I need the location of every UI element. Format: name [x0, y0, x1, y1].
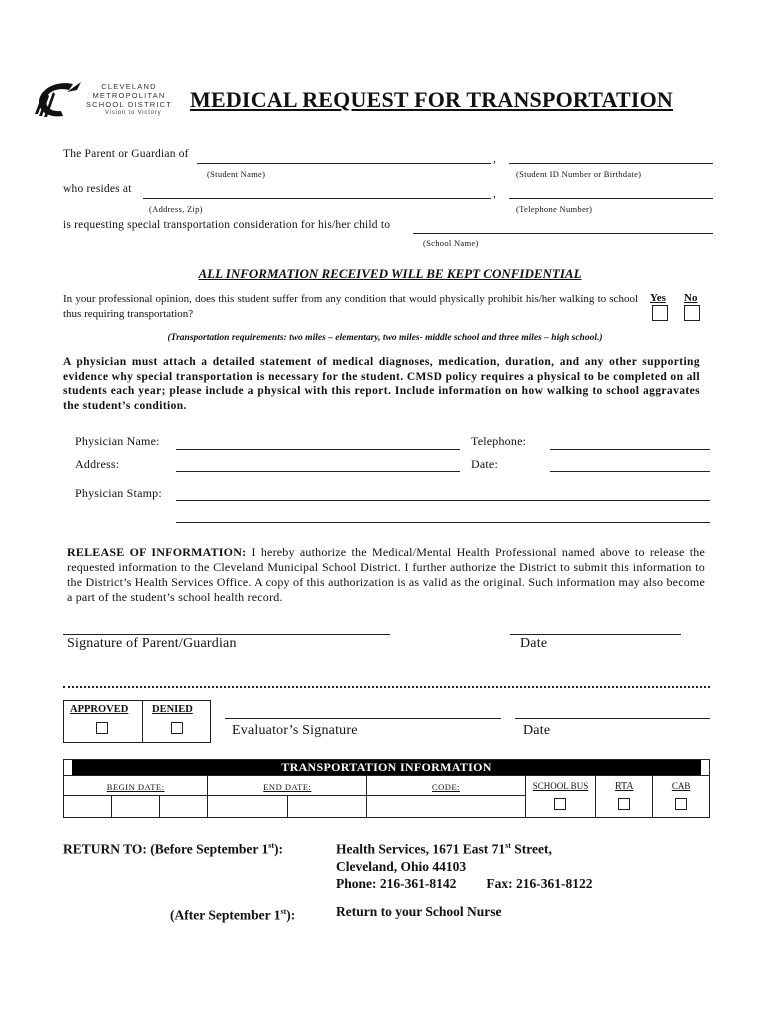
begin-date-day-cell[interactable] — [111, 796, 159, 818]
logo-tagline: Vision to Victory — [105, 110, 162, 116]
evaluator-date-field[interactable] — [515, 718, 710, 719]
transportation-table — [63, 759, 710, 818]
cab-checkbox[interactable] — [675, 798, 687, 810]
denied-checkbox[interactable] — [171, 722, 183, 734]
return-address — [336, 837, 592, 892]
yes-checkbox[interactable] — [652, 305, 668, 321]
comma-2: , — [493, 188, 497, 200]
end-date-label: END DATE: — [263, 781, 312, 792]
dotted-divider — [63, 686, 710, 688]
address-caption: (Address, Zip) — [149, 204, 203, 214]
physician-telephone-field[interactable] — [550, 449, 710, 450]
physician-telephone-label: Telephone: — [471, 434, 527, 448]
return-before-label: RETURN TO: (Before September 1st): — [63, 841, 284, 857]
approved-label: APPROVED — [70, 704, 129, 715]
cab-label: CAB — [671, 781, 691, 791]
logo-line-1: CLEVELAND — [101, 82, 157, 91]
physician-stamp-field-2[interactable] — [176, 522, 710, 523]
evaluator-date-label: Date — [523, 723, 551, 738]
district-logo — [33, 78, 178, 120]
physician-name-label: Physician Name: — [75, 434, 160, 448]
resides-label: who resides at — [63, 183, 132, 195]
rta-checkbox[interactable] — [618, 798, 630, 810]
parent-signature-field[interactable] — [63, 634, 390, 635]
return-contact — [336, 875, 592, 892]
student-name-field[interactable] — [197, 163, 491, 164]
release-of-information — [67, 545, 705, 605]
medical-question: In your professional opinion, does this student suffer from any condition that would physically prohibit his/her walking to school thus requiring transportation? — [63, 293, 638, 320]
confidential-notice: ALL INFORMATION RECEIVED WILL BE KEPT CONFIDENTIAL — [198, 266, 582, 281]
code-label: CODE: — [432, 781, 460, 792]
telephone-caption: (Telephone Number) — [516, 204, 593, 214]
school-bus-checkbox[interactable] — [554, 798, 566, 810]
student-name-caption: (Student Name) — [207, 169, 266, 179]
return-address-line-1: Health Services, 1671 East 71st Street, — [336, 841, 552, 857]
transportation-header: TRANSPORTATION INFORMATION — [72, 760, 701, 775]
approved-checkbox[interactable] — [96, 722, 108, 734]
end-date-cell-1[interactable] — [208, 796, 288, 818]
student-id-field[interactable] — [509, 163, 713, 164]
school-name-caption: (School Name) — [423, 238, 479, 248]
return-phone: Phone: 216-361-8142 — [336, 875, 457, 891]
begin-date-month-cell[interactable] — [64, 796, 112, 818]
begin-date-year-cell[interactable] — [159, 796, 208, 818]
transportation-requirements: (Transportation requirements: two miles – elementary, two miles- middle school and three miles – high school.) — [167, 333, 603, 343]
physician-note: A physician must attach a detailed statement of medical diagnoses, medication, duration, and any other supporting evidence why special transportation is necessary for the student. CMSD policy requires a physical to be completed on all students each year; please include a physical with this report. Include information on how walking to school aggravates the student’s condition. — [63, 356, 700, 412]
release-text: I hereby authorize the Medical/Mental Health Professional named above to release the requested information to the Cleveland Municipal School District. I further authorize the District to submit this information to the District’s Health Services Office. A copy of this authorization is as valid as the original. Such information may also become a part of the student’s school health record. — [67, 545, 705, 604]
guardian-label: The Parent or Guardian of — [63, 148, 189, 160]
requesting-label: is requesting special transportation consideration for his/her child to — [63, 219, 391, 231]
denied-label: DENIED — [152, 704, 193, 715]
physician-stamp-field-1[interactable] — [176, 500, 710, 501]
return-after-value: Return to your School Nurse — [336, 904, 502, 919]
no-label: No — [684, 292, 698, 304]
physician-address-field[interactable] — [176, 471, 460, 472]
rta-label: RTA — [614, 781, 634, 792]
end-date-cell-2[interactable] — [287, 796, 367, 818]
parent-signature-label: Signature of Parent/Guardian — [67, 636, 237, 651]
release-heading: RELEASE OF INFORMATION: — [67, 545, 247, 559]
logo-line-2: METROPOLITAN — [92, 91, 166, 100]
code-cell[interactable] — [367, 796, 525, 818]
comma: , — [493, 153, 497, 165]
evaluator-signature-label: Evaluator’s Signature — [232, 723, 358, 738]
telephone-field[interactable] — [509, 198, 713, 199]
address-field[interactable] — [143, 198, 491, 199]
page-title: MEDICAL REQUEST FOR TRANSPORTATION — [190, 87, 673, 112]
district-logo-mark-icon — [33, 78, 85, 120]
school-name-field[interactable] — [413, 233, 713, 234]
return-address-line-2: Cleveland, Ohio 44103 — [336, 858, 467, 874]
physician-date-field[interactable] — [550, 471, 710, 472]
evaluator-signature-field[interactable] — [225, 718, 501, 719]
physician-stamp-label: Physician Stamp: — [75, 486, 162, 500]
student-id-caption: (Student ID Number or Birthdate) — [516, 169, 642, 179]
physician-date-label: Date: — [471, 457, 498, 471]
parent-date-field[interactable] — [510, 634, 681, 635]
physician-address-label: Address: — [75, 457, 120, 471]
logo-line-3: SCHOOL DISTRICT — [85, 100, 173, 109]
return-fax: Fax: 216-361-8122 — [486, 875, 593, 891]
school-bus-label: SCHOOL BUS — [532, 781, 589, 791]
no-checkbox[interactable] — [684, 305, 700, 321]
return-after-label: (After September 1st): — [170, 907, 296, 923]
parent-date-label: Date — [520, 636, 548, 651]
begin-date-label: BEGIN DATE: — [106, 781, 165, 792]
yes-label: Yes — [650, 292, 666, 304]
physician-name-field[interactable] — [176, 449, 460, 450]
